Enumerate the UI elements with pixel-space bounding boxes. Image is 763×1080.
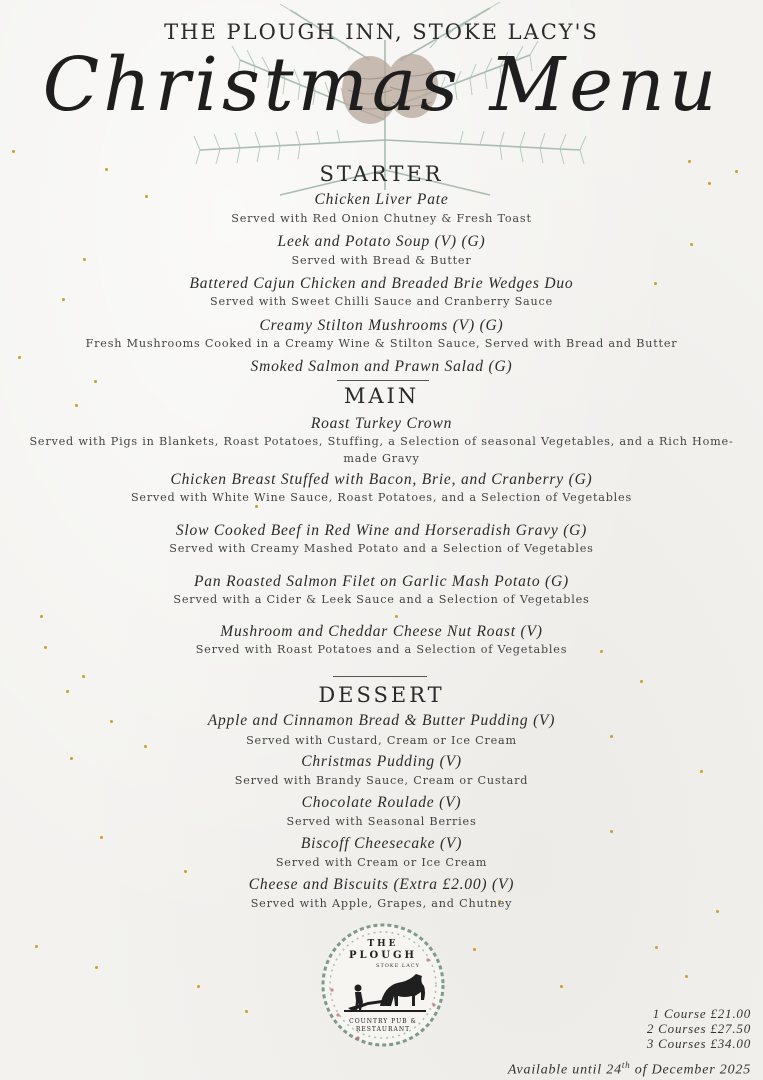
logo-text-country-pub: COUNTRY PUB & [349,1018,417,1025]
price-one-course: 1 Course £21.00 [652,1006,751,1021]
dessert-item-2-desc: Served with Brandy Sauce, Cream or Custard [234,774,529,787]
logo-text-stoke-lacy: STOKE LACY [376,963,420,969]
dessert-item-5-name: Cheese and Biscuits (Extra £2.00) (V) [248,876,515,893]
main-item-4-name: Pan Roasted Salmon Filet on Garlic Mash Potato (G) [194,573,569,590]
main-item-4-desc: Served with a Cider & Leek Sauce and a Selection of Vegetables [173,593,590,606]
dessert-heading: DESSERT [318,683,445,707]
availability-suffix: th [621,1060,631,1070]
dessert-item-3-name: Chocolate Roulade (V) [301,794,462,811]
starter-item-3-desc: Served with Sweet Chilli Sauce and Cranberry Sauce [209,295,553,308]
section-divider [333,676,427,677]
dessert-item-3-desc: Served with Seasonal Berries [286,815,477,828]
availability-note [508,1060,751,1079]
price-two-courses: 2 Courses £27.50 [646,1021,751,1036]
plough-logo [318,920,448,1050]
starter-item-4-desc: Fresh Mushrooms Cooked in a Creamy Wine & Stilton Sauce, Served with Bread and Butter [85,337,678,350]
main-item-2-name: Chicken Breast Stuffed with Bacon, Brie, and Cranberry (G) [170,471,593,488]
starter-item-2-name: Leek and Potato Soup (V) (G) [277,233,486,250]
main-item-1-desc: Served with Pigs in Blankets, Roast Potatoes, Stuffing, a Selection of seasonal Vegetables, and a Rich Home-made Gravy [29,435,734,465]
main-heading: MAIN [343,384,420,408]
starter-item-2-desc: Served with Bread & Butter [291,254,472,267]
availability-prefix: Available until 24 [507,1062,622,1078]
starter-item-4-name: Creamy Stilton Mushrooms (V) (G) [259,317,504,334]
main-item-5-name: Mushroom and Cheddar Cheese Nut Roast (V) [220,623,543,640]
starter-item-3-name: Battered Cajun Chicken and Breaded Brie Wedges Duo [189,275,574,292]
main-item-1-name: Roast Turkey Crown [310,415,453,432]
dessert-item-4-desc: Served with Cream or Ice Cream [275,856,488,869]
dessert-item-1-desc: Served with Custard, Cream or Ice Cream [246,734,517,747]
section-divider [337,380,429,381]
main-item-3-name: Slow Cooked Beef in Red Wine and Horseradish Gravy (G) [175,522,588,539]
dessert-item-4-name: Biscoff Cheesecake (V) [300,835,463,852]
logo-text-the: THE [367,939,399,949]
main-item-5-desc: Served with Roast Potatoes and a Selection of Vegetables [195,643,568,656]
main-item-2-desc: Served with White Wine Sauce, Roast Potatoes, and a Selection of Vegetables [130,491,633,504]
starter-item-5-name: Smoked Salmon and Prawn Salad (G) [250,358,513,375]
logo-text-plough: PLOUGH [349,950,417,961]
main-item-3-desc: Served with Creamy Mashed Potato and a Selection of Vegetables [169,542,594,555]
starter-item-1-name: Chicken Liver Pate [314,191,449,208]
starter-heading: STARTER [319,162,444,186]
price-three-courses: 3 Courses £34.00 [646,1036,751,1051]
dessert-item-2-name: Christmas Pudding (V) [301,753,462,770]
price-list [647,1006,751,1051]
dessert-item-1-name: Apple and Cinnamon Bread & Butter Pudding (V) [207,712,556,729]
logo-text-restaurant: RESTAURANT [355,1026,411,1033]
starter-item-1-desc: Served with Red Onion Chutney & Fresh Toast [231,212,532,225]
venue-heading: THE PLOUGH INN, STOKE LACY'S [164,20,599,44]
dessert-item-5-desc: Served with Apple, Grapes, and Chutney [250,897,513,910]
menu-title: Christmas Menu [42,42,721,128]
availability-rest: of December 2025 [630,1062,751,1078]
